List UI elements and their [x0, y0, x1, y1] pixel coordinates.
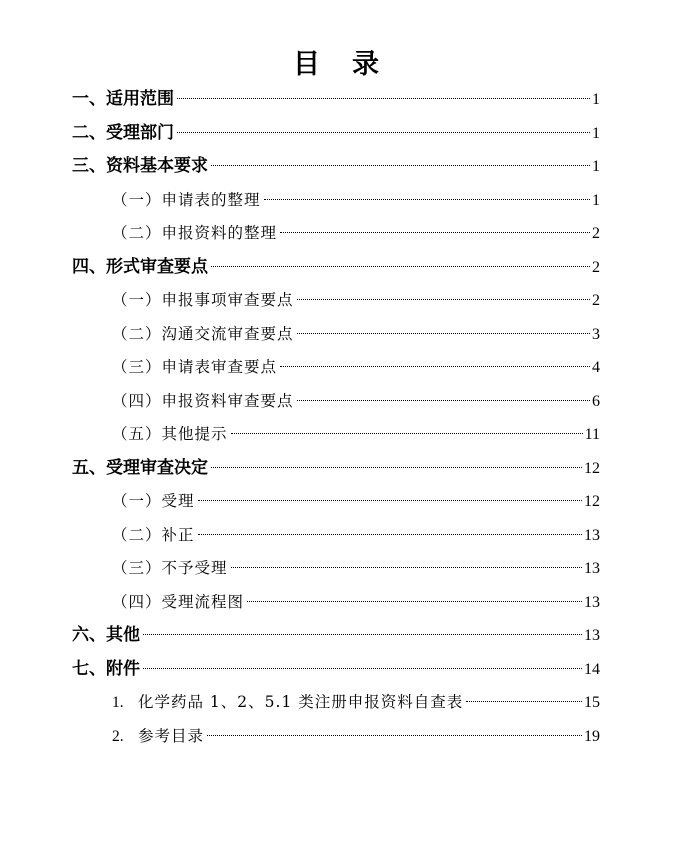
toc-entry-label: （一）受理 [112, 492, 195, 510]
toc-leader-dots [211, 266, 590, 267]
toc-page-number: 2 [592, 225, 600, 242]
toc-entry-label [112, 687, 463, 718]
toc-entry-reference-list[interactable] [112, 721, 600, 751]
toc-leader-dots [198, 534, 582, 535]
toc-page-number: 1 [592, 158, 600, 175]
toc-entry-correction[interactable] [112, 520, 600, 550]
toc-leader-dots [231, 433, 583, 434]
toc-page-number: 6 [592, 392, 600, 410]
toc-entry-label: （二）沟通交流审查要点 [112, 324, 294, 343]
toc-leader-dots [297, 333, 590, 334]
toc-page-number: 14 [584, 660, 600, 678]
toc-page-number: 3 [592, 325, 600, 343]
toc-page-number: 19 [584, 727, 600, 745]
toc-entry-label: 二、受理部门 [72, 122, 174, 143]
toc-leader-dots [247, 601, 582, 602]
toc-page-number: 12 [584, 493, 600, 510]
toc-page-number: 4 [592, 359, 600, 376]
toc-entry-label [112, 721, 204, 752]
toc-entry-label: （三）申请表审查要点 [112, 358, 278, 376]
toc-leader-dots [297, 400, 590, 401]
toc-entry-acceptance-decision[interactable] [72, 453, 600, 483]
toc-entry-label: 五、受理审查决定 [72, 457, 208, 478]
toc-page-number: 1 [592, 91, 600, 108]
toc-entry-label: （一）申请表的整理 [112, 190, 261, 209]
toc-entry-label: 四、形式审查要点 [72, 256, 208, 277]
toc-entry-application-form-review[interactable] [112, 352, 600, 382]
toc-entry-text: 化学药品 1、2、5.1 类注册申报资料自查表 [138, 693, 464, 711]
toc-entry-label: （五）其他提示 [112, 425, 228, 443]
toc-entry-communication-review[interactable] [112, 319, 600, 349]
toc-leader-dots [177, 98, 590, 99]
title-char-1: 目 [293, 49, 322, 80]
toc-entry-basic-requirements[interactable] [72, 151, 600, 181]
toc-entry-label: 七、附件 [72, 658, 140, 679]
toc-entry-self-check-form[interactable] [112, 687, 600, 717]
toc-page-number: 13 [584, 560, 600, 577]
toc-page-number: 13 [584, 526, 600, 544]
toc-entry-application-items-review[interactable] [112, 285, 600, 315]
toc-leader-dots [297, 299, 590, 300]
toc-entry-label: 三、资料基本要求 [72, 156, 208, 176]
toc-leader-dots [280, 232, 590, 233]
toc-leader-dots [143, 668, 582, 669]
toc-leader-dots [231, 567, 582, 568]
toc-entry-application-form-arrangement[interactable] [112, 185, 600, 215]
toc-entry-label: 六、其他 [72, 625, 140, 645]
toc-page-number: 12 [584, 459, 600, 477]
toc-leader-dots [466, 701, 582, 702]
toc-entry-label: （二）申报资料的整理 [112, 224, 278, 242]
toc-entry-text: 参考目录 [138, 726, 205, 745]
toc-entry-label: （四）受理流程图 [112, 592, 245, 611]
toc-entry-label: （四）申报资料审查要点 [112, 391, 294, 410]
toc-entry-label: （二）补正 [112, 525, 195, 544]
toc-entry-materials-review[interactable] [112, 386, 600, 416]
toc-leader-dots [177, 132, 590, 133]
toc-entry-acceptance[interactable] [112, 486, 600, 516]
toc-leader-dots [143, 634, 582, 635]
toc-entry-other-tips[interactable] [112, 419, 600, 449]
toc-leader-dots [211, 467, 582, 468]
toc-entry-number: 1. [112, 694, 124, 711]
toc-leader-dots [207, 735, 582, 736]
toc-page-number: 13 [584, 627, 600, 644]
toc-entry-label: 一、适用范围 [72, 89, 174, 109]
toc-page-number: 2 [592, 292, 600, 309]
toc-leader-dots [264, 199, 590, 200]
toc-leader-dots [280, 366, 590, 367]
toc-leader-dots [211, 165, 590, 166]
toc-entry-other[interactable] [72, 620, 600, 650]
toc-entry-label: （一）申报事项审查要点 [112, 291, 294, 309]
toc-entry-materials-arrangement[interactable] [112, 218, 600, 248]
toc-page-number: 1 [592, 191, 600, 209]
toc-leader-dots [198, 500, 582, 501]
toc-entry-label: （三）不予受理 [112, 559, 228, 577]
page-title [0, 42, 674, 81]
toc-page-number: 15 [584, 694, 600, 711]
toc-page-number: 2 [592, 258, 600, 276]
toc-entry-formal-review[interactable] [72, 252, 600, 282]
toc-entry-number: 2. [112, 727, 124, 745]
toc-entry-scope[interactable] [72, 84, 600, 114]
toc-page-number: 13 [584, 593, 600, 611]
toc-page-number: 11 [584, 426, 600, 443]
toc-entry-department[interactable] [72, 118, 600, 148]
toc-page-number: 1 [592, 124, 600, 142]
toc-entry-acceptance-flowchart[interactable] [112, 587, 600, 617]
title-char-2: 录 [352, 49, 381, 80]
toc-entry-attachments[interactable] [72, 654, 600, 684]
toc-entry-non-acceptance[interactable] [112, 553, 600, 583]
